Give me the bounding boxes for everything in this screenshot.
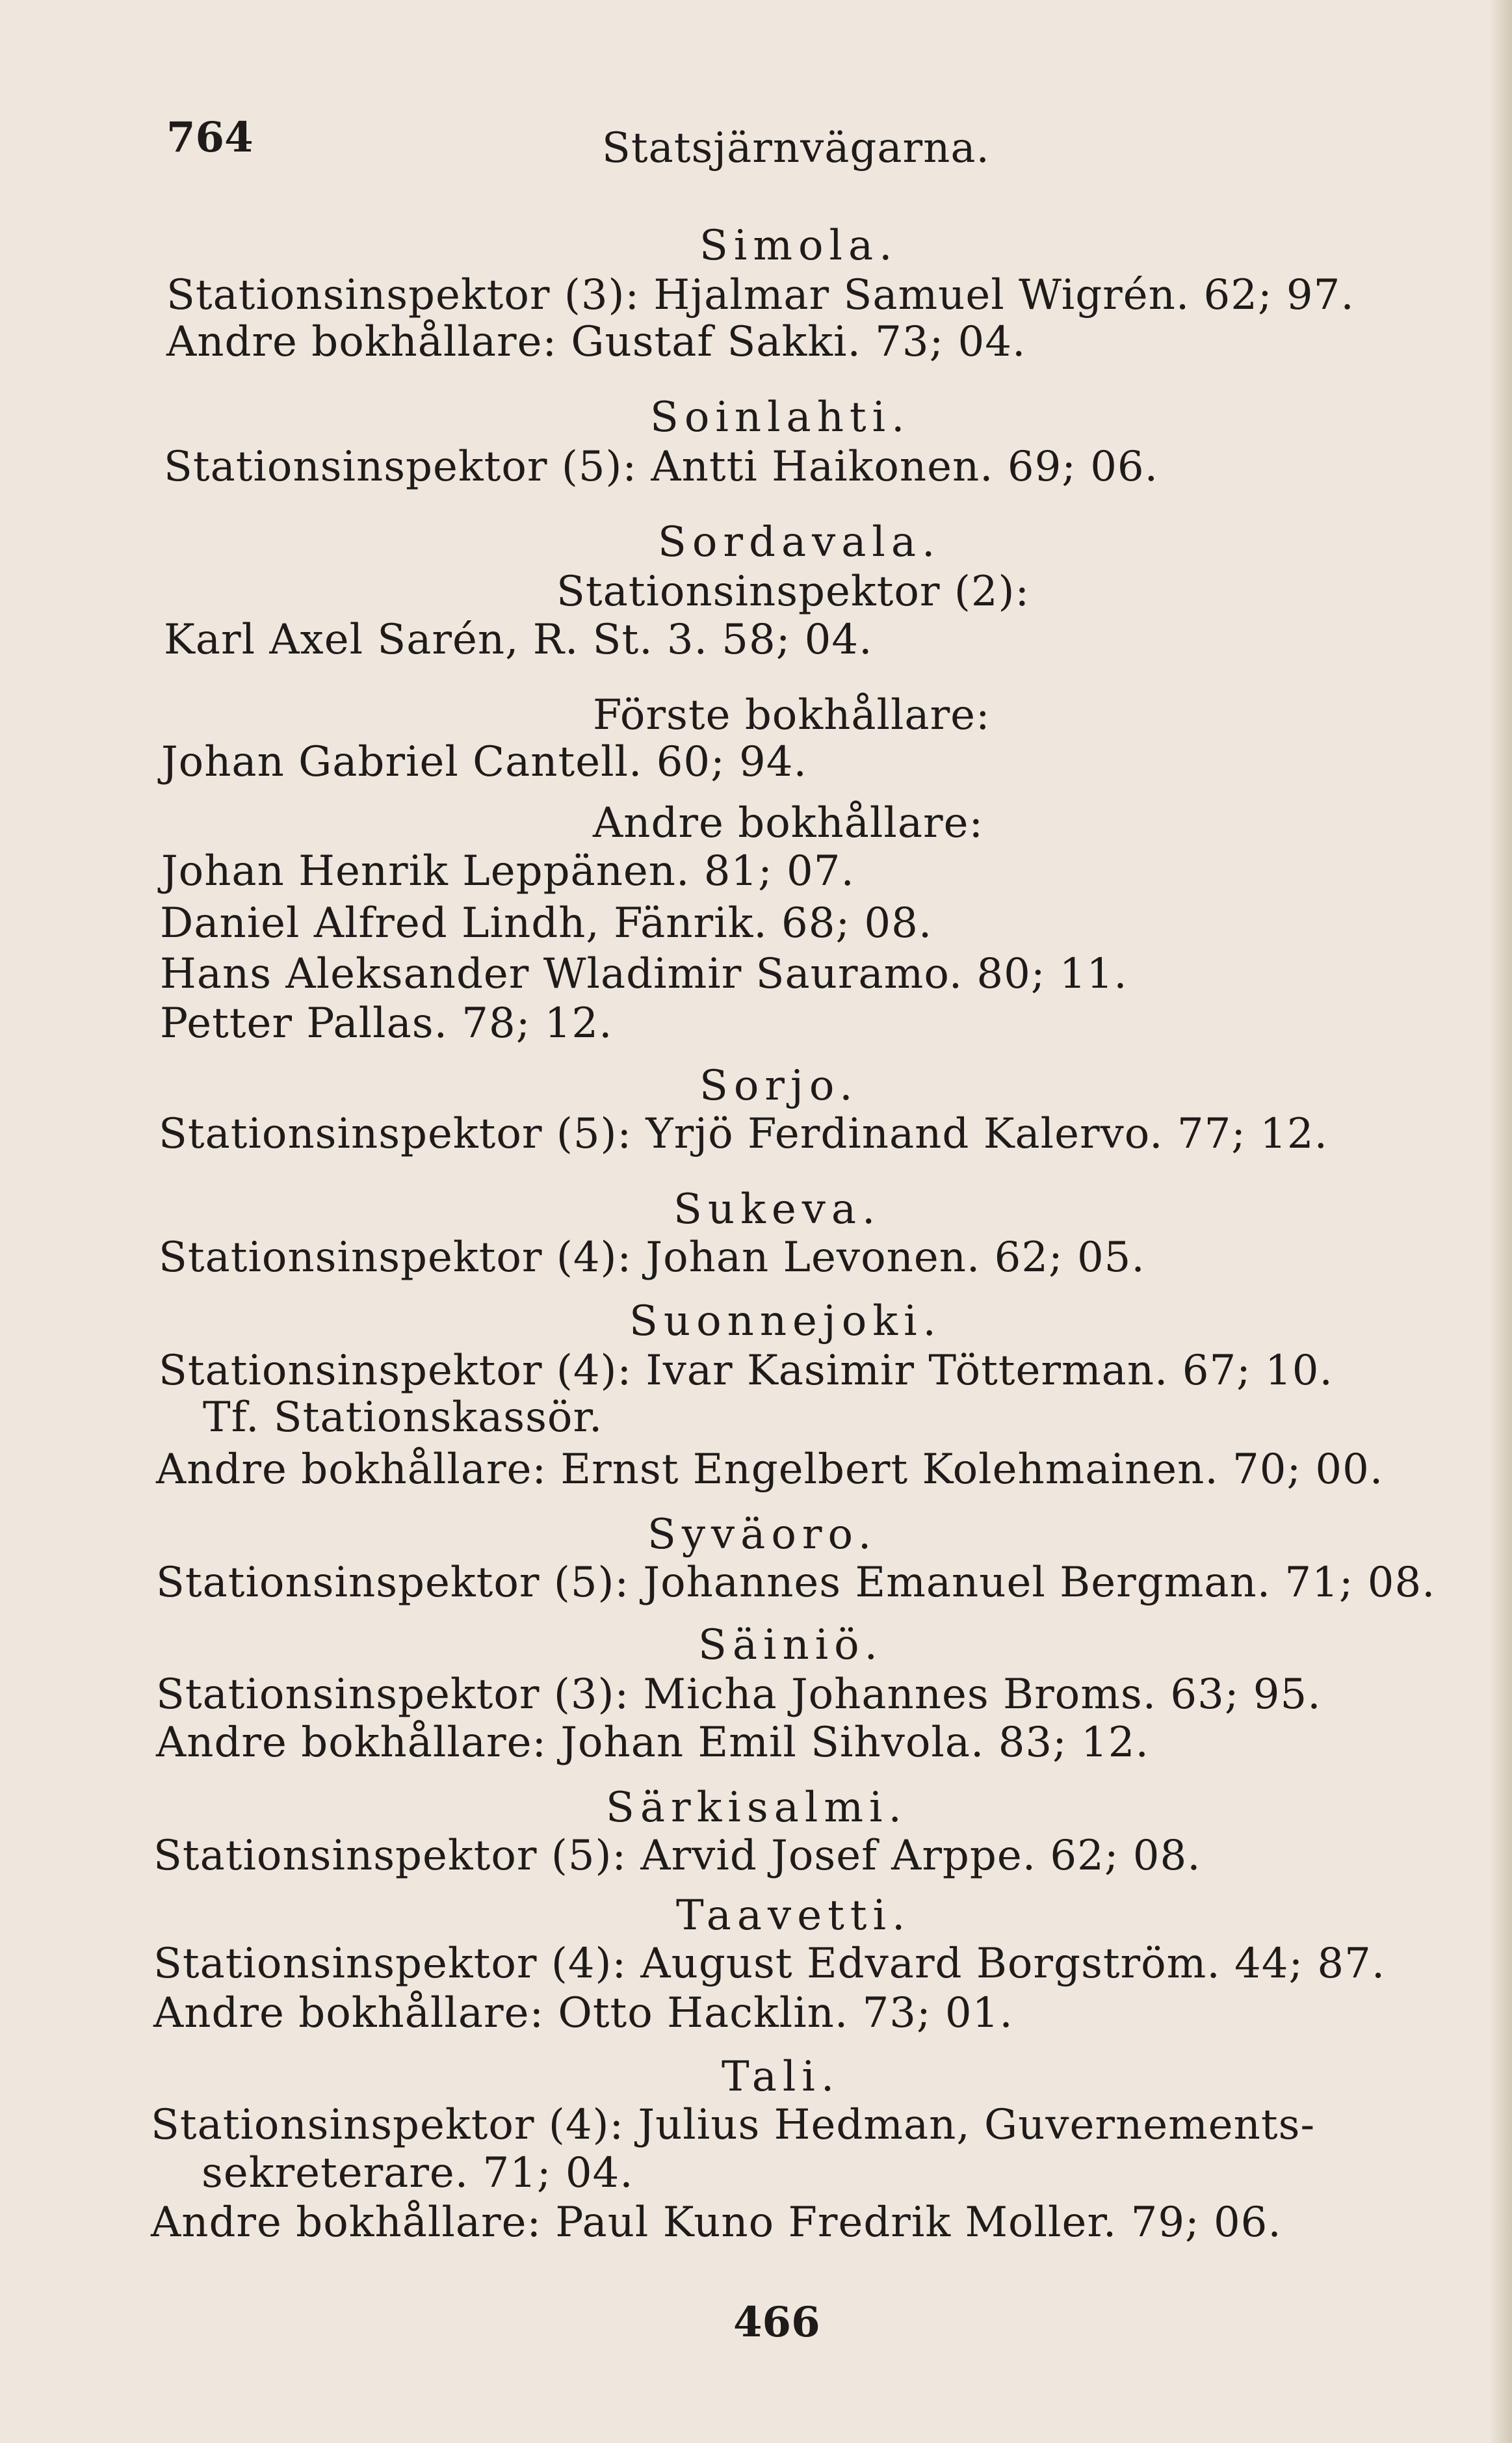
entry-line: Stationsinspektor (4): Ivar Kasimir Tötterman. 67; 10. xyxy=(159,1347,1333,1395)
entry-line: Stationsinspektor (3): Micha Johannes Broms. 63; 95. xyxy=(156,1670,1322,1719)
station-heading: Sukeva. xyxy=(673,1185,881,1234)
station-heading: Säiniö. xyxy=(698,1621,883,1669)
entry-line: Stationsinspektor (5): Arvid Josef Arppe. 62; 08. xyxy=(153,1832,1201,1880)
station-heading: Sordavala. xyxy=(658,518,941,566)
entry-line: Stationsinspektor (5): Yrjö Ferdinand Kalervo. 77; 12. xyxy=(159,1110,1328,1158)
entry-subheading: Andre bokhållare: xyxy=(593,799,984,847)
entry-line: Johan Henrik Leppänen. 81; 07. xyxy=(161,847,855,895)
entry-line: Stationsinspektor (4): August Edvard Borgström. 44; 87. xyxy=(153,1940,1386,1988)
entry-line: Karl Axel Sarén, R. St. 3. 58; 04. xyxy=(164,616,873,664)
entry-line: Andre bokhållare: Otto Hacklin. 73; 01. xyxy=(153,1989,1013,2037)
entry-line: Johan Gabriel Cantell. 60; 94. xyxy=(161,738,807,786)
station-heading: Sorjo. xyxy=(699,1062,859,1110)
entry-line: Andre bokhållare: Johan Emil Sihvola. 83; 12. xyxy=(156,1719,1149,1767)
entry-line: Andre bokhållare: Gustaf Sakki. 73; 04. xyxy=(166,318,1026,366)
entry-line: Stationsinspektor (4): Julius Hedman, Guvernements- xyxy=(151,2101,1316,2149)
station-heading: Syväoro. xyxy=(647,1511,878,1559)
running-title: Statsjärnvägarna. xyxy=(602,124,990,172)
station-heading: Soinlahti. xyxy=(650,393,911,442)
station-heading: Tali. xyxy=(722,2053,841,2101)
station-heading: Taavetti. xyxy=(676,1892,911,1940)
entry-line: Hans Aleksander Wladimir Sauramo. 80; 11. xyxy=(160,950,1128,998)
page-edge-shadow xyxy=(1489,0,1512,2443)
entry-line: Andre bokhållare: Ernst Engelbert Kolehmainen. 70; 00. xyxy=(156,1446,1384,1494)
station-heading: Särkisalmi. xyxy=(606,1784,907,1832)
entry-subheading: Förste bokhållare: xyxy=(593,691,991,739)
station-heading: Suonnejoki. xyxy=(629,1297,942,1345)
entry-line: Stationsinspektor (5): Johannes Emanuel Bergman. 71; 08. xyxy=(156,1559,1436,1607)
entry-line: Andre bokhållare: Paul Kuno Fredrik Moller. 79; 06. xyxy=(151,2199,1282,2247)
entry-line: Daniel Alfred Lindh, Fänrik. 68; 08. xyxy=(160,899,933,947)
entry-line: sekreterare. 71; 04. xyxy=(202,2149,634,2197)
entry-line: Tf. Stationskassör. xyxy=(203,1393,603,1442)
entry-line: Stationsinspektor (5): Antti Haikonen. 69; 06. xyxy=(164,443,1158,491)
entry-line: Petter Pallas. 78; 12. xyxy=(160,999,613,1048)
signature-number: 466 xyxy=(733,2298,820,2347)
page-number: 764 xyxy=(166,113,254,162)
station-heading: Simola. xyxy=(699,222,898,270)
entry-line: Stationsinspektor (3): Hjalmar Samuel Wigrén. 62; 97. xyxy=(166,271,1355,319)
entry-line: Stationsinspektor (4): Johan Levonen. 62; 05. xyxy=(159,1234,1145,1282)
entry-subheading: Stationsinspektor (2): xyxy=(556,568,1030,616)
